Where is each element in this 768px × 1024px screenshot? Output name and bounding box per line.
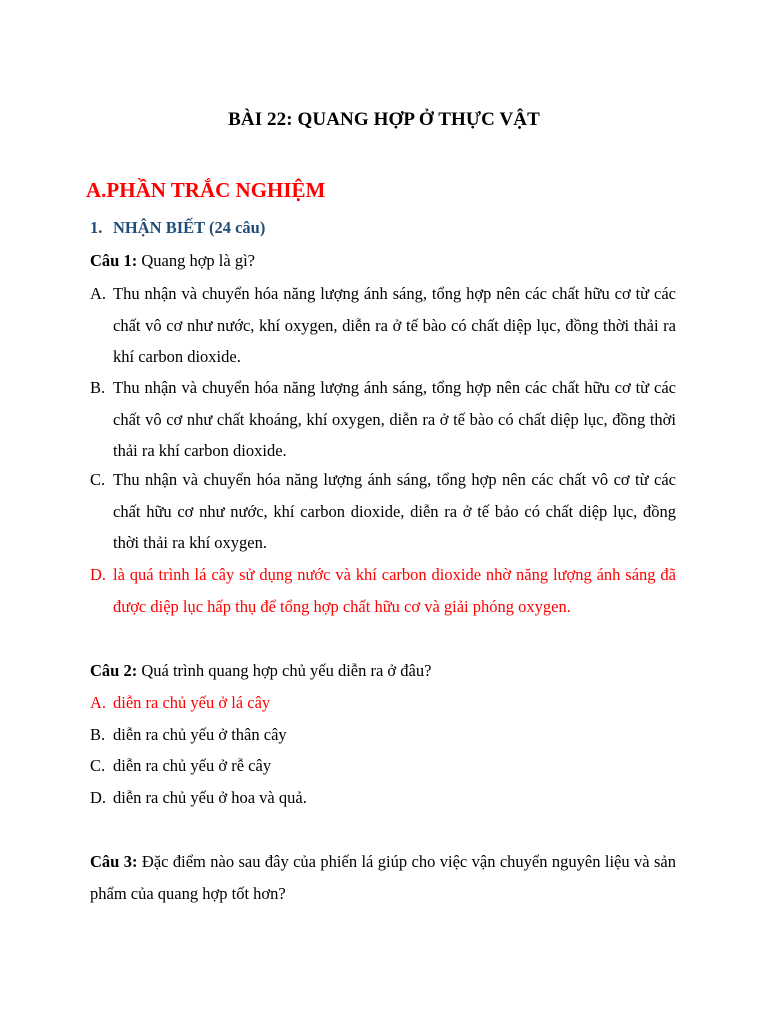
subsection-number: 1.: [90, 218, 103, 237]
option-text: diễn ra chủ yếu ở thân cây: [113, 725, 287, 744]
subsection-heading: [90, 218, 265, 238]
question-2-option-d: [90, 782, 676, 814]
option-letter: C.: [90, 470, 106, 489]
option-text: Thu nhận và chuyển hóa năng lượng ánh sáng, tổng hợp nên các chất hữu cơ từ các chất vô cơ như chất khoáng, khí oxygen, diễn ra ở tế bào có chất diệp lục, đồng thời thải ra khí carbon dioxide.: [113, 378, 676, 460]
page-title: BÀI 22: QUANG HỢP Ở THỰC VẬT: [228, 109, 540, 130]
section-text: PHẦN TRẮC NGHIỆM: [106, 178, 326, 202]
option-letter: A.: [90, 693, 107, 712]
option-letter: A.: [90, 284, 107, 303]
question-1: [90, 251, 255, 271]
question-label: Câu 1:: [90, 251, 138, 270]
option-letter: B.: [90, 725, 106, 744]
question-2-option-b: [90, 719, 676, 751]
section-label: A.: [86, 178, 107, 202]
option-letter: D.: [90, 788, 107, 807]
question-2-option-a-correct: [90, 687, 676, 719]
question-label: Câu 3:: [90, 852, 138, 871]
question-text: Quá trình quang hợp chủ yếu diễn ra ở đâu?: [137, 661, 432, 680]
question-1-option-a: [90, 278, 676, 373]
question-1-option-c: [90, 464, 676, 559]
question-label: Câu 2:: [90, 661, 138, 680]
question-1-option-d-correct: [90, 559, 676, 622]
question-2-option-c: [90, 750, 676, 782]
option-text: Thu nhận và chuyển hóa năng lượng ánh sáng, tổng hợp nên các chất hữu cơ từ các chất vô cơ như nước, khí oxygen, diễn ra ở tế bào có chất diệp lục, đồng thời thải ra khí carbon dioxide.: [113, 284, 676, 366]
option-text: là quá trình lá cây sử dụng nước và khí carbon dioxide nhờ năng lượng ánh sáng đã được diệp lục hấp thụ để tổng hợp chất hữu cơ và giải phóng oxygen.: [113, 565, 676, 616]
option-letter: B.: [90, 378, 106, 397]
option-letter: C.: [90, 756, 106, 775]
question-2: [90, 661, 431, 681]
option-letter: D.: [90, 565, 107, 584]
option-text: diễn ra chủ yếu ở hoa và quả.: [113, 788, 307, 807]
option-text: diễn ra chủ yếu ở rễ cây: [113, 756, 272, 775]
question-1-option-b: [90, 372, 676, 467]
option-text: diễn ra chủ yếu ở lá cây: [113, 693, 271, 712]
section-heading: [86, 178, 325, 203]
question-text: Quang hợp là gì?: [137, 251, 255, 270]
subsection-text: NHẬN BIẾT (24 câu): [113, 218, 266, 237]
option-text: Thu nhận và chuyển hóa năng lượng ánh sáng, tổng hợp nên các chất vô cơ từ các chất hữu cơ như nước, khí carbon dioxide, diễn ra ở tế bảo có chất diệp lục, đồng thời thải ra khí oxygen.: [113, 470, 676, 552]
question-3: [90, 846, 676, 909]
question-text: Đặc điểm nào sau đây của phiến lá giúp cho việc vận chuyển nguyên liệu và sản phẩm của quang hợp tốt hơn?: [90, 852, 676, 903]
